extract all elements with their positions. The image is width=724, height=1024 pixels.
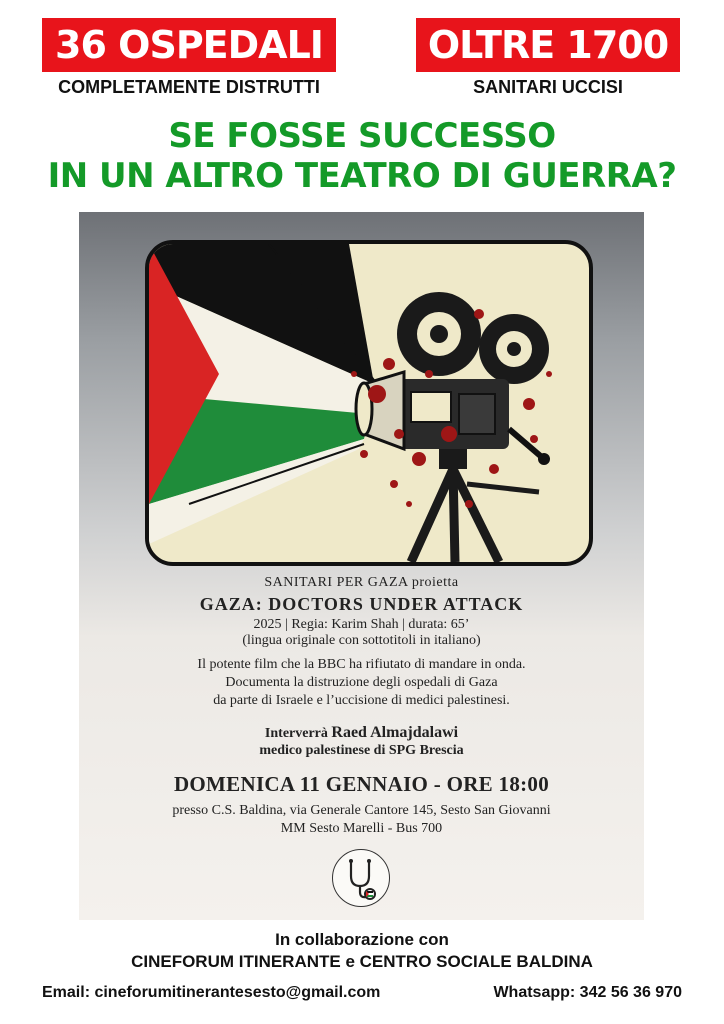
contact-whatsapp: Whatsapp: 342 56 36 970 bbox=[493, 984, 682, 1001]
collaboration-partners: CINEFORUM ITINERANTE e CENTRO SOCIALE BALDINA bbox=[131, 952, 593, 971]
film-title: GAZA: DOCTORS UNDER ATTACK bbox=[199, 594, 524, 614]
hospitals-destroyed-caption: COMPLETAMENTE DISTRUTTI bbox=[58, 77, 320, 97]
film-camera-flag-icon bbox=[149, 244, 589, 562]
film-meta-line-2: (lingua originale con sottotitoli in italiano) bbox=[242, 633, 481, 648]
presenter-line: SANITARI PER GAZA proietta bbox=[264, 575, 459, 590]
film-camera-illustration bbox=[145, 240, 593, 566]
sanitari-per-gaza-logo bbox=[332, 849, 390, 907]
collaboration-intro: In collaborazione con bbox=[275, 930, 449, 949]
description-line-2: Documenta la distruzione degli ospedali di Gaza bbox=[225, 675, 498, 690]
description-line-1: Il potente film che la BBC ha rifiutato di mandare in onda. bbox=[197, 657, 526, 672]
health-workers-killed-caption: SANITARI UCCISI bbox=[473, 77, 623, 97]
hospitals-destroyed-banner: 36 OSPEDALI bbox=[42, 18, 336, 72]
description-line-3: da parte di Israele e l’uccisione di medici palestinesi. bbox=[213, 693, 510, 708]
health-workers-killed-banner: OLTRE 1700 bbox=[416, 18, 680, 72]
event-date-time: DOMENICA 11 GENNAIO - ORE 18:00 bbox=[173, 772, 550, 796]
speaker-intro: Interverrà bbox=[264, 726, 328, 741]
speaker-role: medico palestinese di SPG Brescia bbox=[259, 743, 464, 758]
stethoscope-icon bbox=[333, 850, 389, 906]
film-meta-line-1: 2025 | Regia: Karim Shah | durata: 65’ bbox=[253, 617, 470, 632]
headline-line-2: IN UN ALTRO TEATRO DI GUERRA? bbox=[47, 156, 677, 196]
headline-line-1: SE FOSSE SUCCESSO bbox=[168, 116, 556, 156]
event-poster bbox=[79, 212, 644, 920]
venue-line-2: MM Sesto Marelli - Bus 700 bbox=[280, 821, 443, 836]
contact-email: Email: cineforumitinerantesesto@gmail.com bbox=[42, 984, 381, 1001]
speaker-name: Raed Almajdalawi bbox=[331, 724, 459, 741]
speaker-line bbox=[79, 724, 644, 742]
venue-line-1: presso C.S. Baldina, via Generale Cantore 145, Sesto San Giovanni bbox=[172, 803, 551, 818]
